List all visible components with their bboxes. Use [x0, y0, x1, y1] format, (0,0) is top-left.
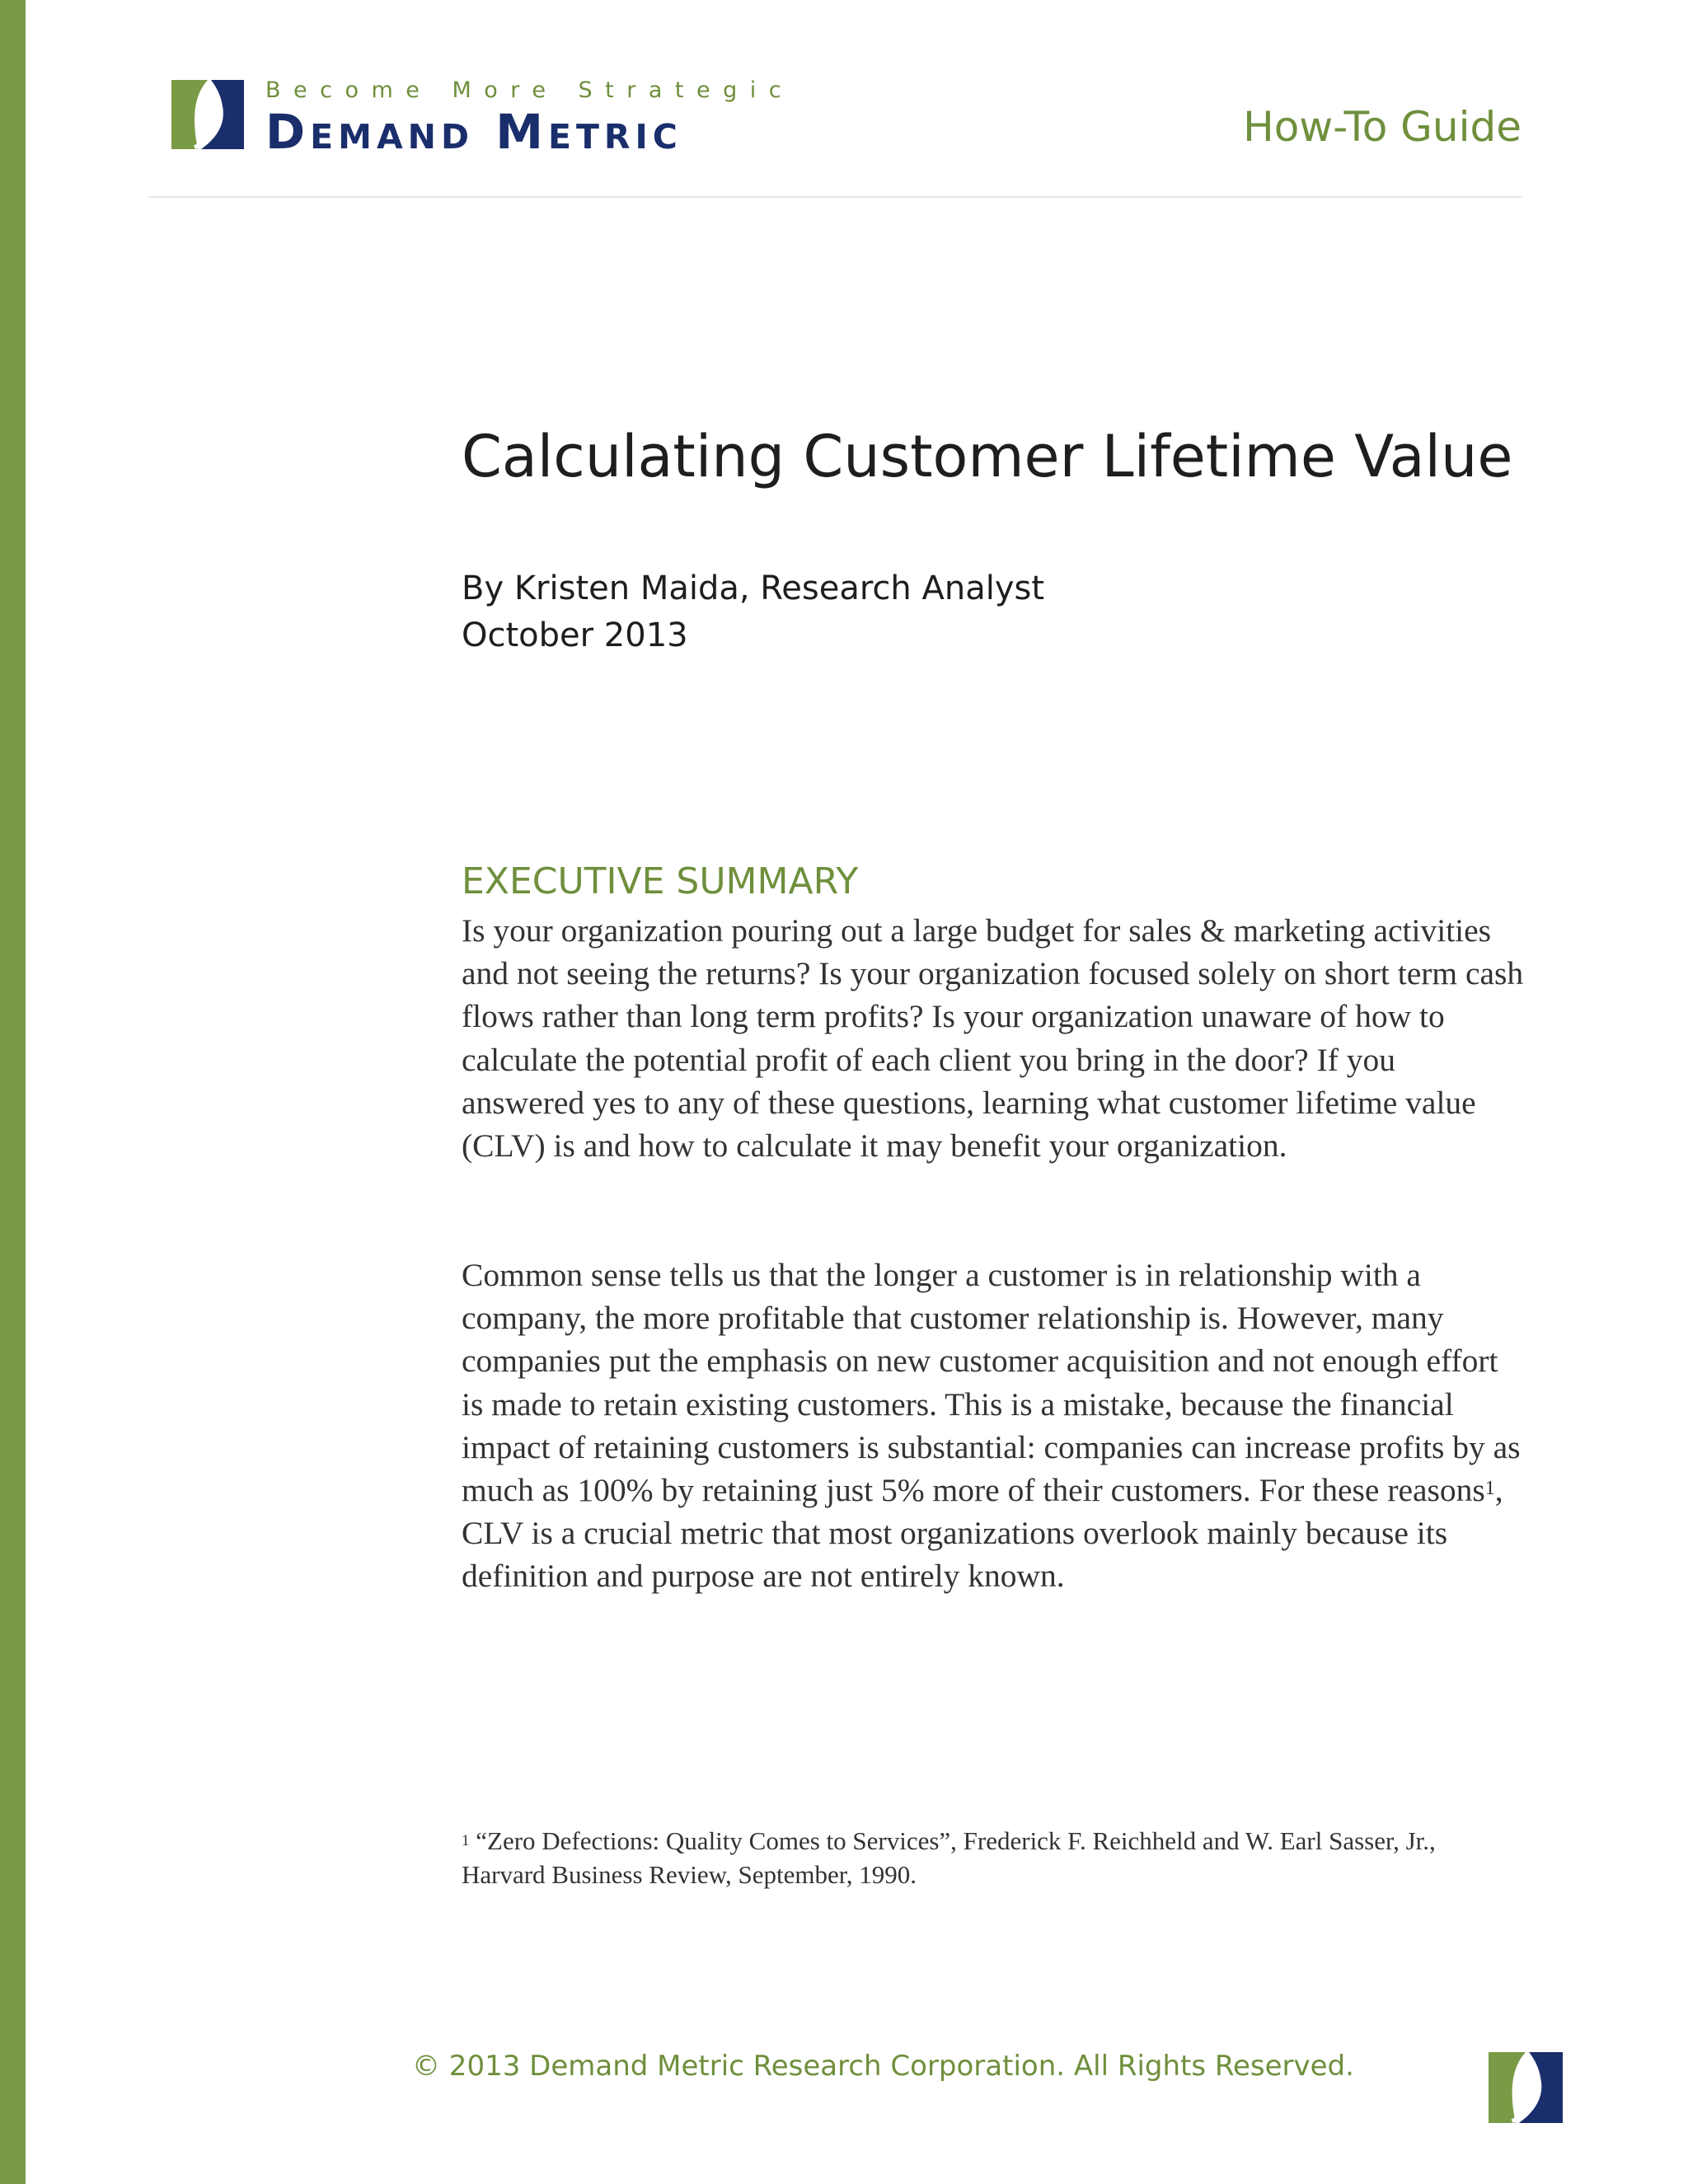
header-divider — [148, 196, 1522, 198]
executive-summary-heading: EXECUTIVE SUMMARY — [462, 860, 859, 902]
publication-date: October 2013 — [462, 616, 688, 654]
header-logo — [171, 77, 831, 160]
demand-metric-logo-icon — [171, 80, 244, 149]
footnote — [462, 1824, 1525, 1891]
executive-summary-paragraph-2 — [462, 1254, 1525, 1598]
footnote-text: “Zero Defections: Quality Comes to Services”, Frederick F. Reichheld and W. Earl Sasser, Jr., Harvard Business Review, September, 1990. — [462, 1826, 1436, 1889]
brand-name: Demand Metric — [265, 104, 682, 160]
document-type-label: How-To Guide — [1243, 103, 1522, 151]
paragraph-2-text-end: , CLV is a crucial metric that most organizations overlook mainly because its definition and purpose are not entirely known. — [462, 1472, 1503, 1595]
left-accent-bar — [0, 0, 26, 2184]
author-line: By Kristen Maida, Research Analyst — [462, 569, 1045, 607]
footer-logo-icon — [1489, 2052, 1563, 2123]
executive-summary-paragraph-1: Is your organization pouring out a large budget for sales & marketing activities and not seeing the returns? Is your organization focused solely on short term cash flows rather than long term profits? Is your organization unaware of how to calculate the potential profit of each client you bring in the door? If you answered yes to any of these questions, learning what customer lifetime value (CLV) is and how to calculate it may benefit your organization. — [462, 912, 1524, 1165]
brand-tagline: Become More Strategic — [265, 77, 795, 103]
footnote-reference: 1 — [1484, 1478, 1495, 1500]
document-title: Calculating Customer Lifetime Value — [462, 423, 1513, 490]
copyright-notice: © 2013 Demand Metric Research Corporation. All Rights Reserved. — [412, 2050, 1354, 2083]
paragraph-2-text-start: Common sense tells us that the longer a customer is in relationship with a company, the more profitable that customer relationship is. However, many companies put the emphasis on new customer acquisition and not enough effort is made to retain existing customers. This is a mistake, because the financial impact of retaining customers is substantial: companies can increase profits by as much as 100% by retaining just 5% more of their customers. For these reasons — [462, 1257, 1521, 1509]
footnote-marker: 1 — [462, 1832, 470, 1849]
